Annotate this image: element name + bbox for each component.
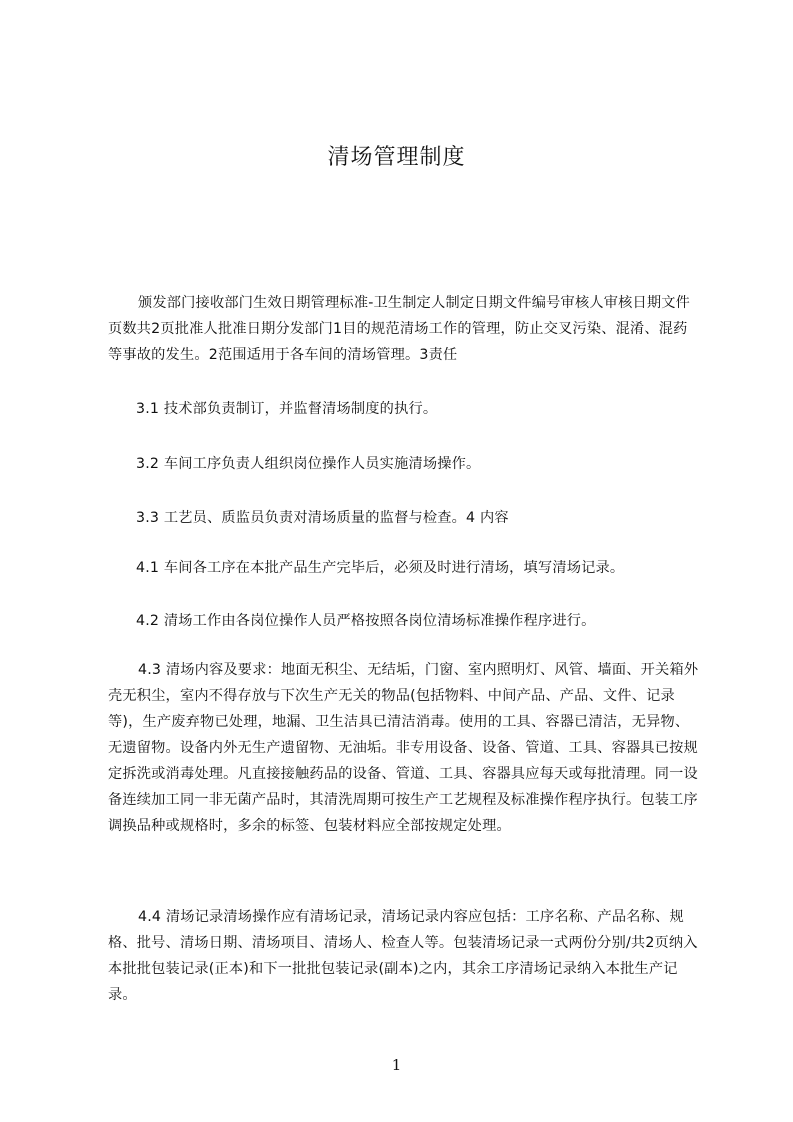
intro-paragraph: 颁发部门接收部门生效日期管理标准-卫生制定人制定日期文件编号审核人审核日期文件页数共2页批准人批准日期分发部门1目的规范清场工作的管理，防止交叉污染、混淆、混药等事故的发生。2范围适用于各车间的清场管理。3责任 (108, 295, 691, 363)
section-4-1: 4.1 车间各工序在本批产品生产完毕后，必须及时进行清场，填写清场记录。 (136, 560, 625, 576)
section-4-2: 4.2 清场工作由各岗位操作人员严格按照各岗位清场标准操作程序进行。 (136, 613, 596, 629)
section-4-4: 4.4 清场记录清场操作应有清场记录，清场记录内容应包括：工序名称、产品名称、规格、批号、清场日期、清场项目、清场人、检查人等。包装清场记录一式两份分别/共2页纳入本批批包装记录(正本)和下一批批包装记录(副本)之内，其余工序清场记录纳入本批生产记录。 (108, 909, 698, 1003)
section-4-3: 4.3 清场内容及要求：地面无积尘、无结垢，门窗、室内照明灯、风管、墙面、开关箱外壳无积尘，室内不得存放与下次生产无关的物品(包括物料、中间产品、产品、文件、记录等)，生产废弃物已处理，地漏、卫生洁具已清洁消毒。使用的工具、容器已清洁，无异物、无遗留物。设备内外无生产遗留物、无油垢。非专用设备、设备、管道、工具、容器具已按规定拆洗或消毒处理。凡直接接触药品的设备、管道、工具、容器具应每天或每批清理。同一设备连续加工同一非无菌产品时，其清洗周期可按生产工艺规程及标准操作程序执行。包装工序调换品种或规格时，多余的标签、包装材料应全部按规定处理。 (108, 662, 699, 834)
section-3-3: 3.3 工艺员、质监员负责对清场质量的监督与检查。4 内容 (136, 510, 509, 526)
section-3-1: 3.1 技术部负责制订，并监督清场制度的执行。 (136, 401, 438, 417)
section-3-2: 3.2 车间工序负责人组织岗位操作人员实施清场操作。 (136, 456, 481, 472)
page-title: 清场管理制度 (327, 145, 466, 170)
page-number: 1 (391, 1056, 402, 1074)
